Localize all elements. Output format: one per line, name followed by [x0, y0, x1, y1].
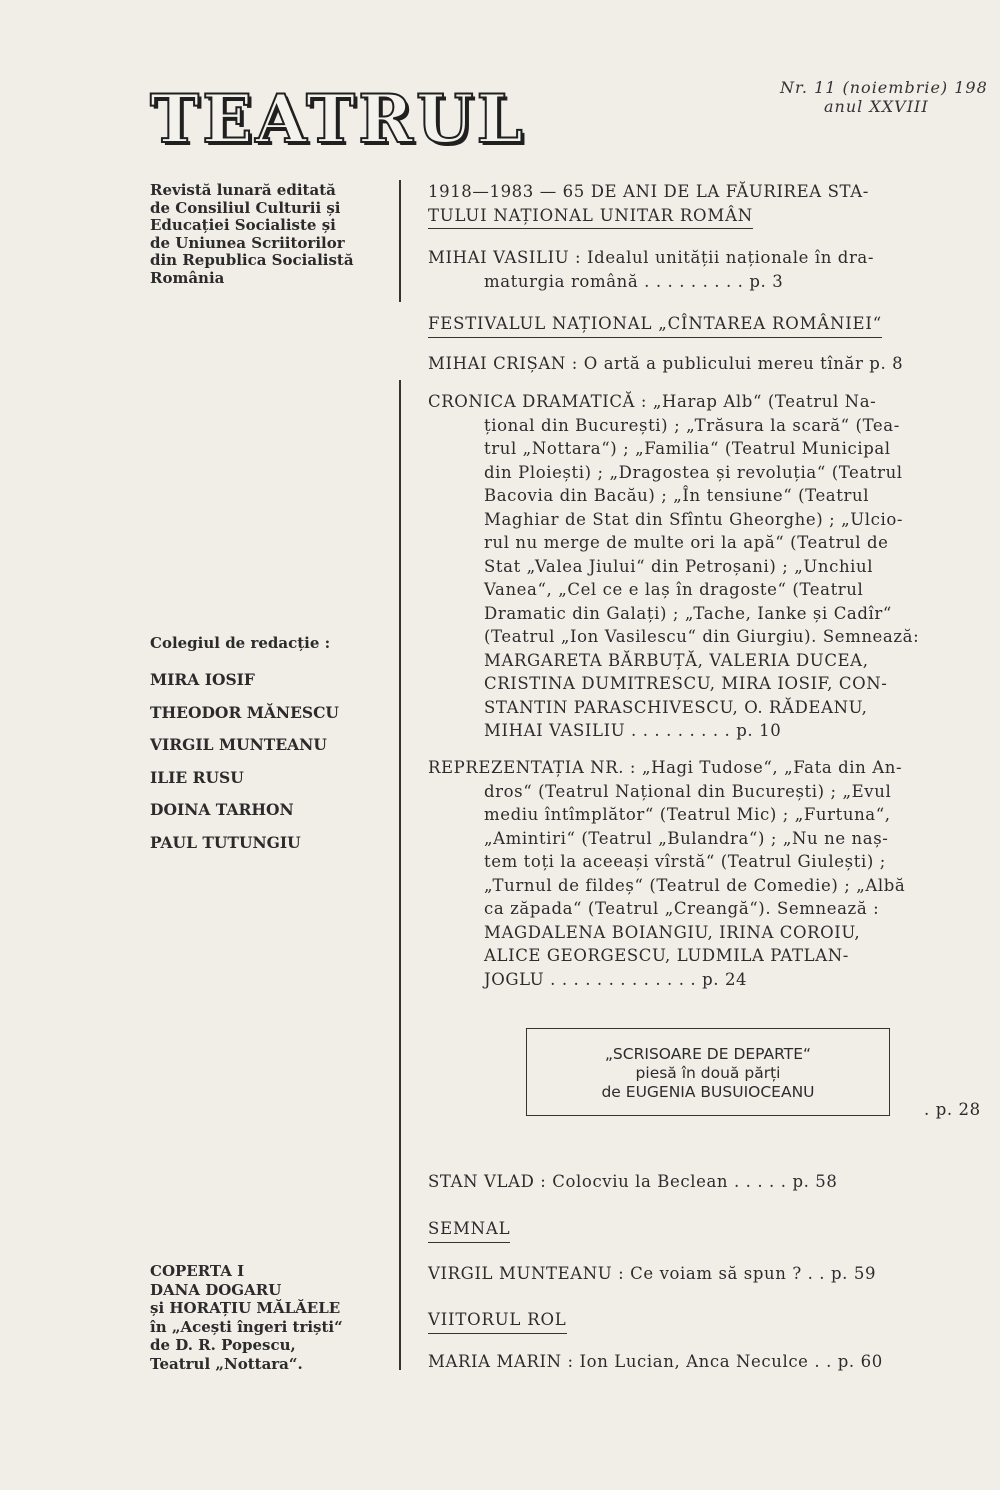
toc-line: CRISTINA DUMITRESCU, MIRA IOSIF, CON- — [484, 674, 888, 693]
editorial-board-list — [150, 664, 385, 859]
toc-section-heading: SEMNAL — [428, 1217, 510, 1243]
toc-line: din Ploiești) ; „Dragostea și revoluția“ (Teatrul — [484, 462, 903, 482]
toc-line: MIHAI VASILIU : Idealul unității naționale în dra- — [428, 248, 875, 267]
publisher-info — [150, 182, 385, 287]
play-author: de EUGENIA BUSUIOCEANU — [601, 1083, 815, 1101]
board-member: THEODOR MĂNESCU — [150, 702, 339, 722]
publisher-line: Revistă lunară editată — [150, 181, 336, 199]
column-divider — [399, 180, 401, 302]
toc-section-heading: TULUI NAȚIONAL UNITAR ROMÂN — [428, 204, 753, 230]
publisher-line: România — [150, 268, 225, 287]
issue-year: anul XXVIII — [824, 97, 929, 116]
toc-line: REPREZENTAȚIA NR. : „Hagi Tudose“, „Fata din An- — [428, 758, 903, 777]
cover-line: de D. R. Popescu, — [150, 1336, 296, 1354]
toc-viitorul — [428, 1308, 994, 1334]
board-member: DOINA TARHON — [150, 800, 294, 819]
publisher-line: Educației Socialiste și — [150, 216, 336, 234]
cover-line: și HORAȚIU MĂLĂELE — [150, 1299, 341, 1317]
publisher-line: de Uniunea Scriitorilor — [150, 233, 345, 252]
issue-number: Nr. 11 (noiembrie) 198 — [780, 78, 988, 97]
cover-line: în „Acești îngeri triști“ — [150, 1317, 343, 1336]
board-member: ILIE RUSU — [150, 767, 244, 787]
toc-line: „Turnul de fildeș“ (Teatrul de Comedie) ; „Albă — [484, 875, 906, 895]
toc-line: MARGARETA BĂRBUȚĂ, VALERIA DUCEA, — [484, 650, 869, 670]
toc-line: (Teatrul „Ion Vasilescu“ din Giurgiu). Semnează: — [484, 627, 920, 646]
editorial-board-title: Colegiul de redacție : — [150, 634, 331, 652]
toc-festival — [428, 312, 994, 338]
board-member: MIRA IOSIF — [150, 670, 255, 689]
toc-line: maturgia română . . . . . . . . . p. 3 — [484, 271, 784, 291]
cover-line: COPERTA I — [150, 1262, 245, 1280]
toc-entry-vlad: STAN VLAD : Colocviu la Beclean . . . . . p. 58 — [428, 1172, 838, 1191]
toc-line: Vanea“, „Cel ce e laș în dragoste“ (Teatrul — [484, 580, 864, 599]
toc-line: rul nu merge de multe ori la apă“ (Teatrul de — [484, 533, 889, 552]
toc-line: Maghiar de Stat din Sfîntu Gheorghe) ; „Ulcio- — [484, 509, 904, 529]
toc-line: CRONICA DRAMATICĂ : „Harap Alb“ (Teatrul Na- — [428, 392, 877, 411]
toc-line: MIHAI VASILIU . . . . . . . . . p. 10 — [484, 721, 782, 740]
toc-line: JOGLU . . . . . . . . . . . . . p. 24 — [484, 969, 748, 989]
toc-line: Stat „Valea Jiului“ din Petroșani) ; „Unchiul — [484, 556, 874, 576]
toc-anniversary — [428, 180, 994, 229]
cover-line: Teatrul „Nottara“. — [150, 1354, 303, 1373]
toc-entry-reprezentatia — [428, 756, 994, 991]
play-page-number: . p. 28 — [924, 1100, 981, 1119]
toc-section-heading: FESTIVALUL NAȚIONAL „CÎNTAREA ROMÂNIEI“ — [428, 312, 882, 338]
board-member: PAUL TUTUNGIU — [150, 832, 301, 852]
board-member: VIRGIL MUNTEANU — [150, 735, 327, 754]
toc-line: ALICE GEORGESCU, LUDMILA PATLAN- — [484, 946, 849, 965]
toc-line: trul „Nottara“) ; „Familia“ (Teatrul Municipal — [484, 439, 891, 458]
toc-line: mediu întîmplător“ (Teatrul Mic) ; „Furtuna“, — [484, 805, 891, 824]
toc-entry-vasiliu — [428, 246, 994, 293]
publisher-line: din Republica Socialistă — [150, 251, 354, 269]
toc-line: ca zăpada“ (Teatrul „Creangă“). Semnează : — [484, 899, 880, 918]
toc-line: 1918—1983 — 65 DE ANI DE LA FĂURIREA STA- — [428, 182, 869, 201]
toc-line: țional din București) ; „Trăsura la scară“ (Tea- — [484, 415, 900, 435]
toc-line: STANTIN PARASCHIVESCU, O. RĂDEANU, — [484, 697, 868, 717]
masthead-logo: TEATRUL — [150, 80, 526, 158]
toc-semnal — [428, 1217, 994, 1243]
toc-line: dros“ (Teatrul Național din București) ; „Evul — [484, 781, 892, 801]
toc-entry-munteanu: VIRGIL MUNTEANU : Ce voiam să spun ? . . p. 59 — [428, 1264, 877, 1283]
issue-info — [780, 78, 988, 116]
toc-line: MAGDALENA BOIANGIU, IRINA COROIU, — [484, 922, 861, 942]
cover-line: DANA DOGARU — [150, 1280, 282, 1299]
column-divider — [399, 380, 401, 1370]
play-subtitle: piesă în două părți — [635, 1064, 781, 1082]
toc-section-heading: VIITORUL ROL — [428, 1308, 567, 1334]
publisher-line: de Consiliul Culturii și — [150, 198, 341, 217]
toc-entry-cronica — [428, 390, 994, 743]
toc-entry-marin: MARIA MARIN : Ion Lucian, Anca Neculce . . p. 60 — [428, 1352, 883, 1371]
toc-line: „Amintiri“ (Teatrul „Bulandra“) ; „Nu ne naș- — [484, 828, 889, 848]
featured-play-box — [526, 1028, 890, 1116]
toc-line: tem toți la aceeași vîrstă“ (Teatrul Giulești) ; — [484, 852, 886, 871]
cover-credit — [150, 1262, 385, 1373]
toc-line: Dramatic din Galați) ; „Tache, Ianke și Cadîr“ — [484, 603, 892, 623]
toc-line: Bacovia din Bacău) ; „În tensiune“ (Teatrul — [484, 486, 870, 505]
toc-entry-crisan: MIHAI CRIȘAN : O artă a publicului mereu tînăr p. 8 — [428, 354, 904, 373]
play-title: „SCRISOARE DE DEPARTE“ — [604, 1045, 812, 1063]
